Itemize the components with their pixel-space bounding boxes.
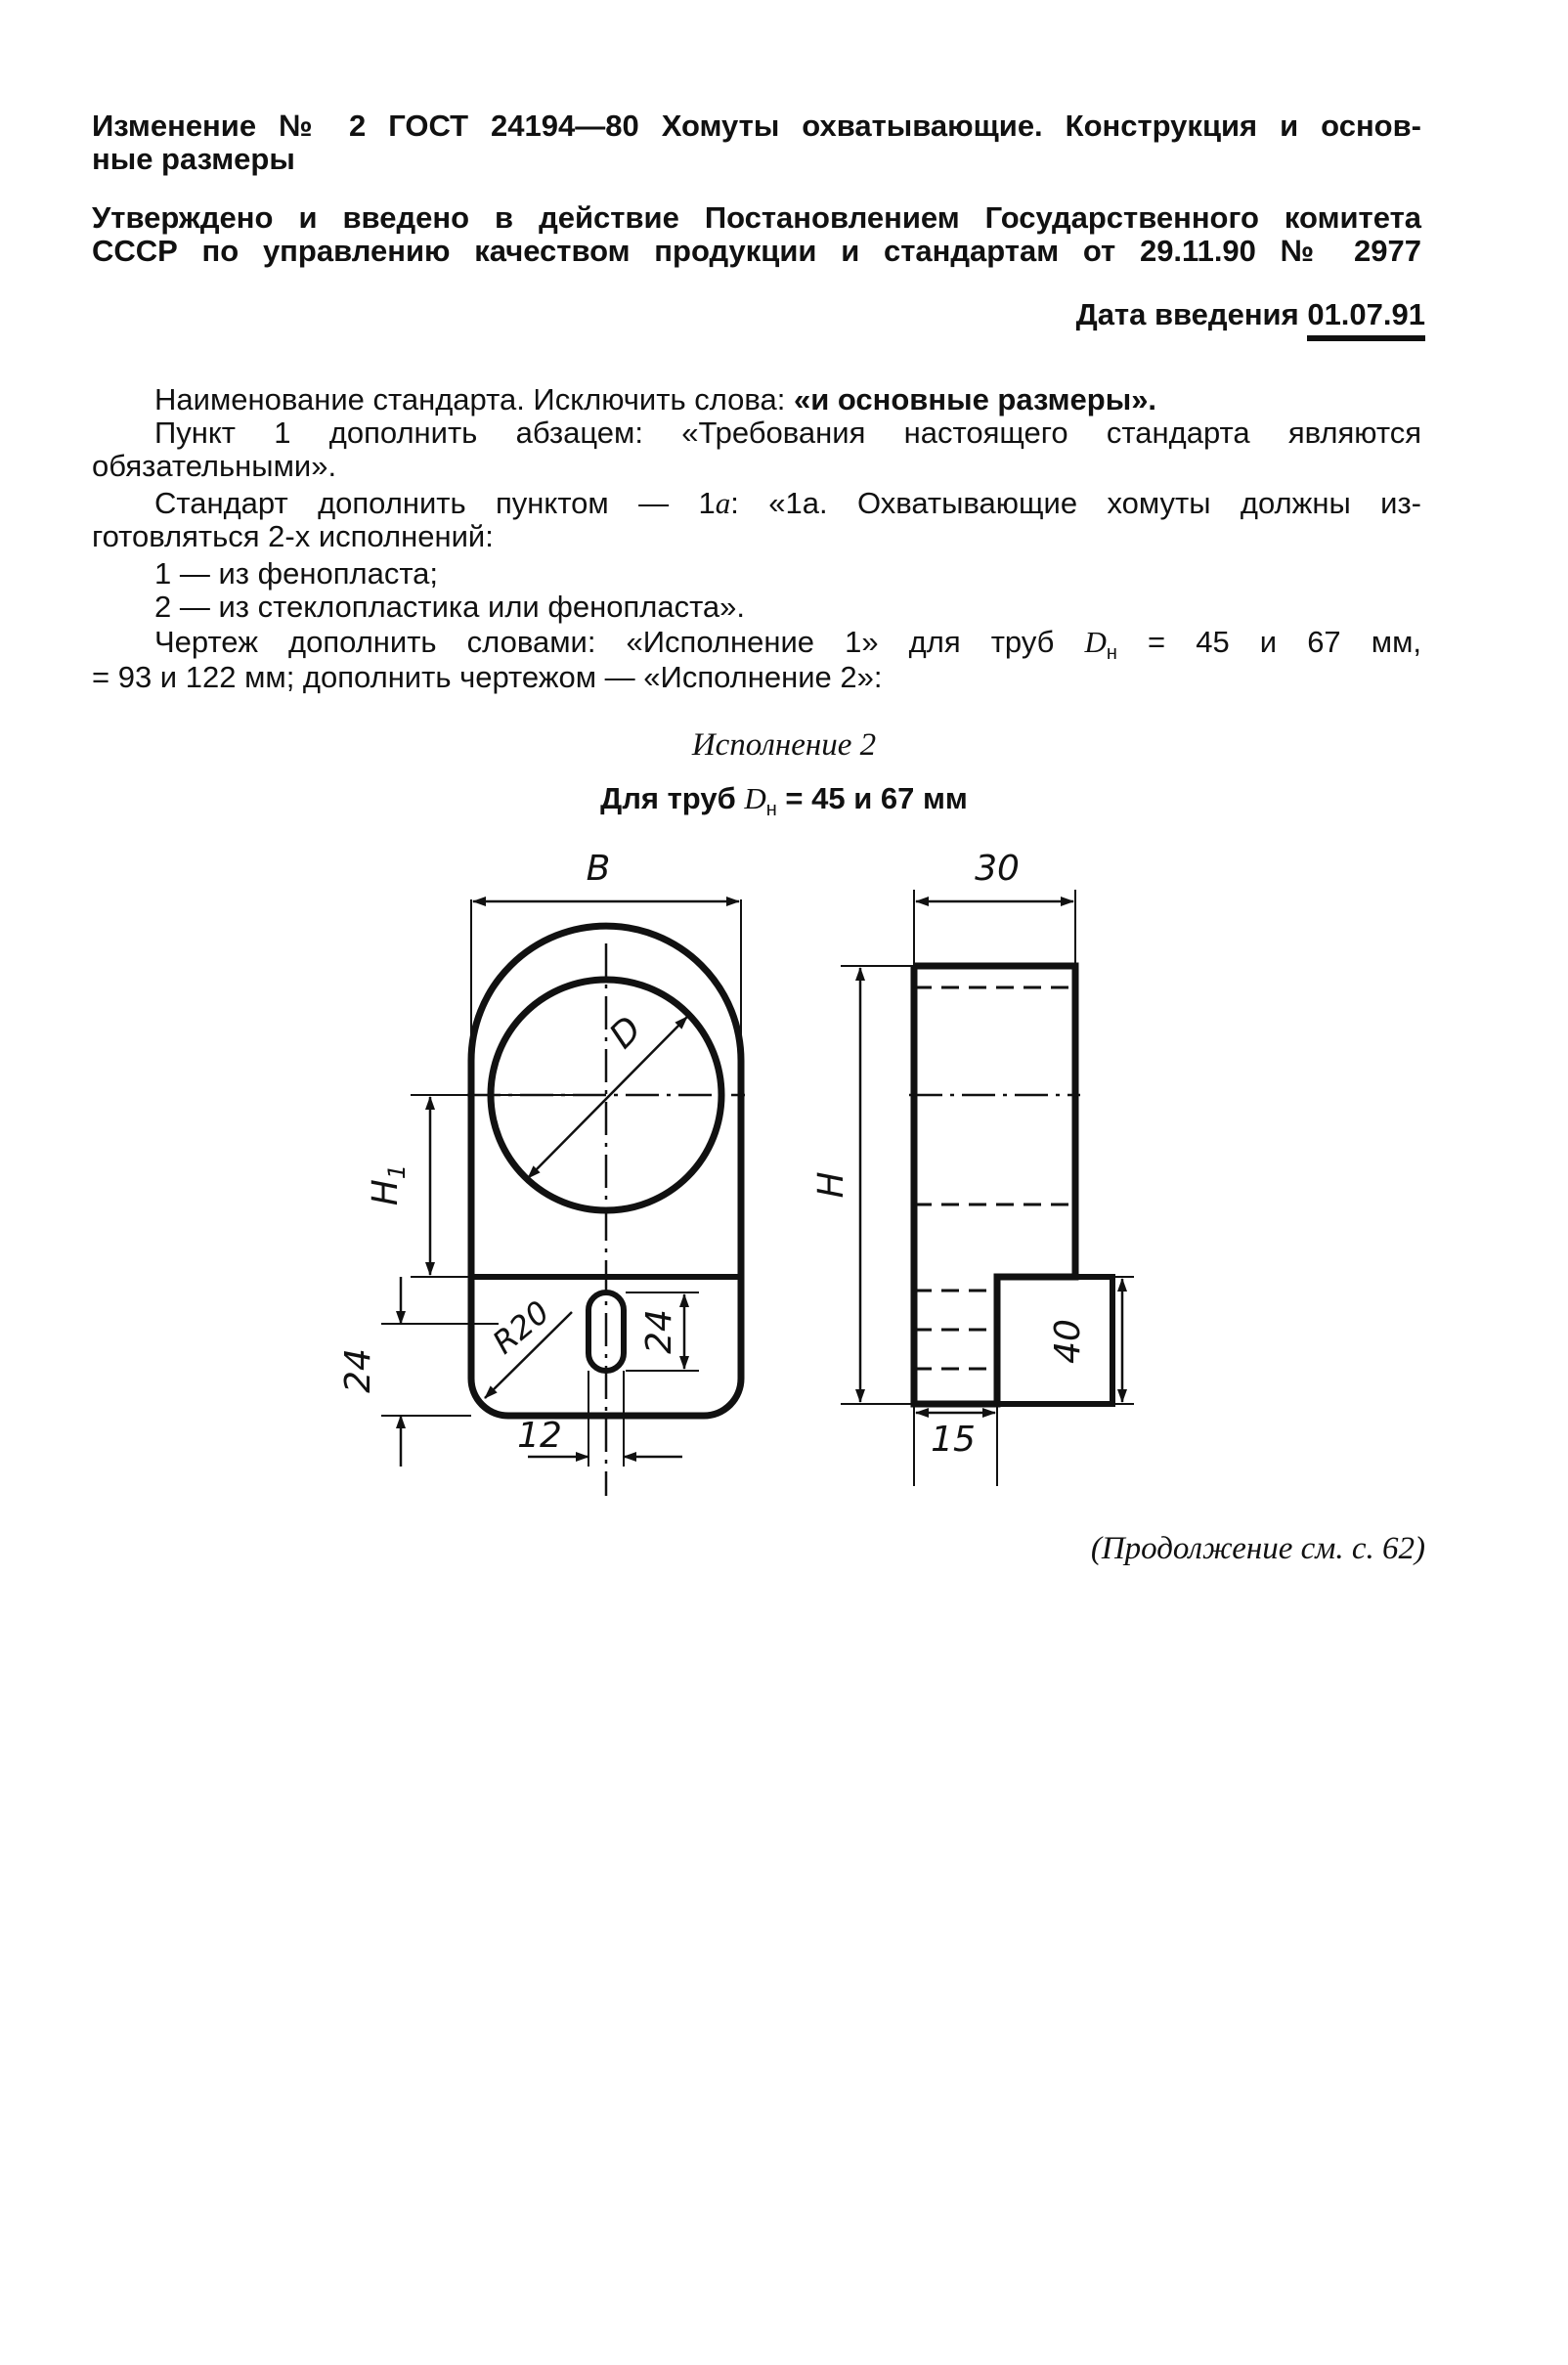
technical-drawing [0, 841, 1568, 1545]
paragraph-2-line1: Пункт 1 дополнить абзацем: «Требования настоящего стандарта являются [154, 416, 1421, 450]
front-view [381, 899, 745, 1496]
label-30: 30 [975, 849, 1020, 889]
paragraph-2-line2: обязательными». [92, 449, 337, 483]
side-view [841, 842, 1134, 1486]
label-12: 12 [517, 1416, 562, 1456]
paragraph-3-text-a: Стандарт дополнить пунктом — 1 [154, 486, 716, 520]
paragraph-4: 1 — из фенопласта; [154, 556, 439, 591]
label-d: D [602, 1009, 650, 1057]
label-24-slot: 24 [639, 1309, 679, 1354]
caption-text-b: = 45 и 67 мм [776, 781, 968, 815]
paragraph-3-line1 [92, 487, 1421, 520]
figure-caption-pipes [0, 782, 1568, 826]
diameter-dimension-line [528, 1017, 687, 1178]
paragraph-1 [92, 383, 1421, 416]
label-24-left: 24 [338, 1348, 378, 1393]
effective-date-label: Дата введения [1075, 297, 1308, 331]
label-40: 40 [1048, 1319, 1088, 1364]
paragraph-3-line2: готовляться 2-х исполнений: [92, 519, 494, 553]
caption-dn: D [744, 781, 766, 815]
paragraph-3-text-c: : «1а. Охватывающие хомуты должны из- [730, 486, 1421, 520]
effective-date-value: 01.07.91 [1307, 297, 1425, 341]
paragraph-6-line2: = 93 и 122 мм; дополнить чертежом — «Исполнение 2»: [92, 660, 883, 694]
amendment-title-line2: ные размеры [92, 142, 295, 176]
caption-text-a: Для труб [600, 781, 745, 815]
label-h: H [811, 1171, 851, 1199]
paragraph-6-dn-sub: н [1106, 642, 1117, 665]
label-15: 15 [931, 1420, 976, 1460]
paragraph-6-text-b: = 45 и 67 мм, [1116, 625, 1422, 659]
paragraph-6-dn: D [1084, 625, 1107, 659]
figure-caption-variant: Исполнение 2 [691, 727, 877, 763]
label-h1: $H_1$ [366, 1163, 411, 1206]
amendment-title-line1 [92, 109, 1421, 143]
approval-line2: СССР по управлению качеством продукции и стандартам от 29.11.90 № 2977 [92, 234, 1421, 268]
paragraph-1-text: Наименование стандарта. Исключить слова: [154, 382, 794, 416]
approval-line1: Утверждено и введено в действие Постановлением Государственного комитета [92, 200, 1421, 235]
paragraph-5: 2 — из стеклопластика или фенопласта». [154, 590, 746, 624]
paragraph-6-text-a: Чертеж дополнить словами: «Исполнение 1» для труб [154, 625, 1085, 659]
paragraph-1-bold: «и основные размеры». [793, 382, 1157, 416]
caption-dn-sub: н [765, 799, 777, 821]
continuation-note: (Продолжение см. с. 62) [1090, 1531, 1425, 1566]
amendment-title-part1: Изменение № 2 ГОСТ 24194—80 Хомуты охватывающие. Конструкция и основ- [92, 109, 1421, 143]
label-b: B [586, 849, 611, 889]
effective-date [1076, 297, 1425, 332]
paragraph-3-italic: а [715, 486, 731, 520]
label-r20: R20 [485, 1292, 557, 1362]
